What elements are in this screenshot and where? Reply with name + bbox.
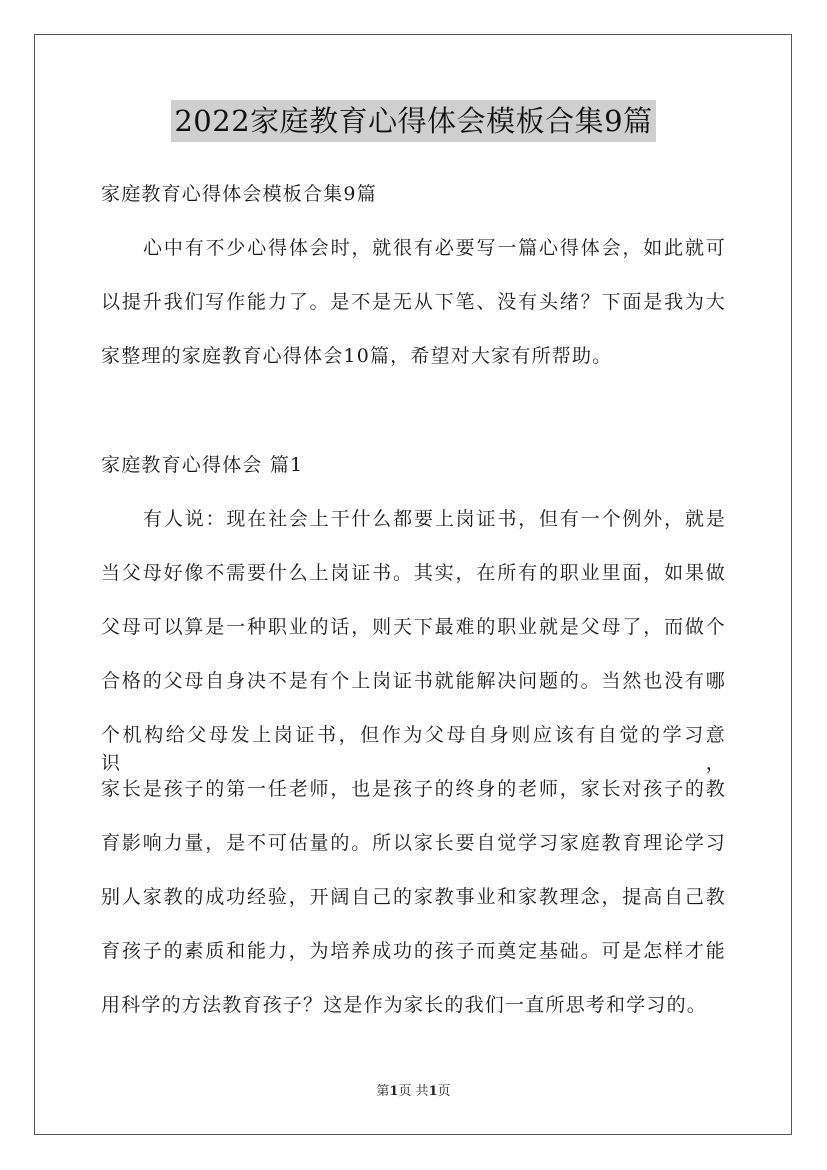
section-line-1[interactable]: 有人说：现在社会上干什么都要上岗证书，但有一个例外，就是 — [143, 508, 726, 530]
section-line-4[interactable]: 合格的父母自身决不是有个上岗证书就能解决问题的。当然也没有哪 — [101, 670, 726, 692]
document-title[interactable]: 2022家庭教育心得体会模板合集9篇 — [171, 100, 655, 142]
footer-suffix: 页 — [437, 1084, 451, 1099]
section-line-5[interactable]: 个机构给父母发上岗证书，但作为父母自身则应该有自觉的学习意识， — [101, 724, 726, 774]
section-line-10[interactable]: 用科学的方法教育孩子？这是作为家长的我们一直所思考和学习的。 — [101, 994, 708, 1016]
section-heading[interactable]: 家庭教育心得体会 篇1 — [101, 454, 304, 476]
footer-prefix: 第 — [376, 1084, 390, 1099]
footer-total-pages: 1 — [428, 1084, 438, 1099]
footer-current-page: 1 — [389, 1084, 399, 1099]
section-line-9[interactable]: 育孩子的素质和能力，为培养成功的孩子而奠定基础。可是怎样才能 — [101, 940, 726, 962]
page-footer — [0, 1082, 827, 1102]
footer-mid: 页 共 — [398, 1084, 429, 1099]
document-subtitle[interactable]: 家庭教育心得体会模板合集9篇 — [101, 183, 377, 205]
intro-line-3[interactable]: 家整理的家庭教育心得体会10篇，希望对大家有所帮助。 — [101, 345, 613, 367]
section-line-2[interactable]: 当父母好像不需要什么上岗证书。其实，在所有的职业里面，如果做 — [101, 562, 726, 584]
intro-line-2[interactable]: 以提升我们写作能力了。是不是无从下笔、没有头绪？下面是我为大 — [101, 291, 726, 313]
section-line-3[interactable]: 父母可以算是一种职业的话，则天下最难的职业就是父母了，而做个 — [101, 616, 726, 638]
section-line-8[interactable]: 别人家教的成功经验，开阔自己的家教事业和家教理念，提高自己教 — [101, 886, 726, 908]
section-line-7[interactable]: 育影响力量，是不可估量的。所以家长要自觉学习家庭教育理论学习 — [101, 832, 726, 854]
title-container — [0, 100, 827, 142]
section-line-6[interactable]: 家长是孩子的第一任老师，也是孩子的终身的老师，家长对孩子的教 — [101, 778, 726, 800]
intro-line-1[interactable]: 心中有不少心得体会时，就很有必要写一篇心得体会，如此就可 — [143, 237, 726, 259]
